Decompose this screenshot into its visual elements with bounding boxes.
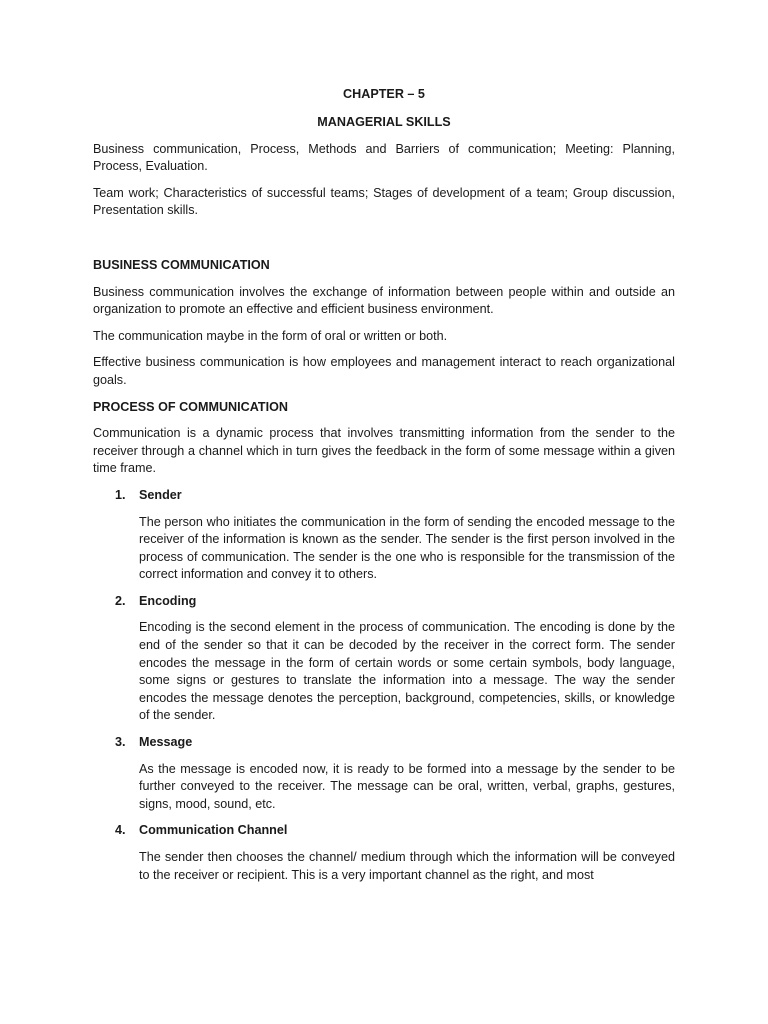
step-number: 2. [115,593,126,608]
step-heading [93,593,675,611]
chapter-label: CHAPTER – 5 [343,87,425,101]
body-paragraph: The communication maybe in the form of oral or written or both. [93,328,448,343]
step-text: Encoding is the second element in the process of communication. The encoding is done by the end of the sender so that it can be decoded by the receiver in the correct form. The sender encodes the message in the form of certain words or some certain symbols, body language, some signs or gestures to translate the information into a message. The way the sender encodes the message denotes the perception, background, competencies, skills, or knowledge of the sender. [139,620,675,723]
chapter-title: MANAGERIAL SKILLS [317,115,451,129]
list-item [93,734,675,813]
step-heading [93,734,675,752]
section-heading-business-communication: BUSINESS COMMUNICATION [93,257,270,272]
step-text: The person who initiates the communication in the form of sending the encoded message to the receiver of the information is known as the sender. The sender is the first person involved in the process of communication. The sender is the one who is responsible for the transmission of the correct information and convey it to others. [139,514,675,582]
step-title: Sender [139,487,182,502]
list-item [93,822,675,884]
step-heading [93,822,675,840]
section-heading-process-of-communication: PROCESS OF COMMUNICATION [93,399,288,414]
page-content [93,86,675,893]
intro-paragraph: Team work; Characteristics of successful teams; Stages of development of a team; Group discussion, Presentation skills. [93,185,675,218]
list-item [93,593,675,725]
step-text: The sender then chooses the channel/ medium through which the information will be conveyed to the receiver or recipient. This is a very important channel as the right, and most [139,850,675,882]
step-text: As the message is encoded now, it is ready to be formed into a message by the sender to be further conveyed to the receiver. The message can be oral, written, verbal, graphs, gestures, signs, mood, sound, etc. [139,761,675,811]
step-number: 1. [115,487,126,502]
body-paragraph: Business communication involves the exchange of information between people within and outside an organization to promote an effective and efficient business environment. [93,284,675,317]
step-heading [93,487,675,505]
step-title: Communication Channel [139,823,288,838]
intro-paragraph: Business communication, Process, Methods and Barriers of communication; Meeting: Planning, Process, Evaluation. [93,141,675,174]
body-paragraph: Effective business communication is how employees and management interact to reach organizational goals. [93,355,675,387]
step-number: 4. [115,823,126,838]
step-title: Encoding [139,593,197,608]
process-steps-list [93,487,675,884]
step-number: 3. [115,735,126,750]
list-item [93,487,675,584]
step-title: Message [139,735,193,750]
body-paragraph: Communication is a dynamic process that involves transmitting information from the sender to the receiver through a channel which in turn gives the feedback in the form of some message within a given time frame. [93,426,675,476]
